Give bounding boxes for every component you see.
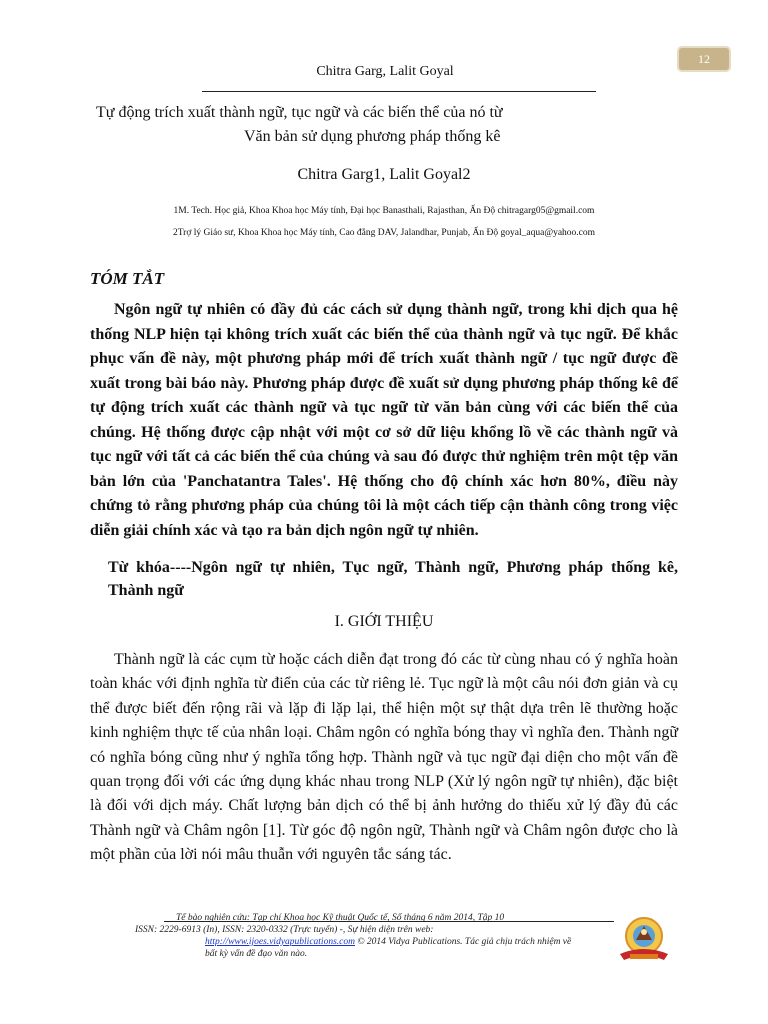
abstract-heading: TÓM TẮT — [90, 269, 165, 288]
running-head: Chitra Garg, Lalit Goyal — [316, 64, 454, 79]
vidya-publications-logo-icon — [616, 914, 672, 968]
keywords: Từ khóa----Ngôn ngữ tự nhiên, Tục ngữ, Thành ngữ, Phương pháp thống kê, Thành ngữ — [108, 559, 678, 599]
publisher-website-link[interactable]: http://www.ijoes.vidyapublications.com — [205, 937, 355, 947]
affiliation-1: 1M. Tech. Học giả, Khoa Khoa học Máy tính, Đại học Banasthali, Rajasthan, Ấn Độ chitragarg05@gmail.com — [173, 206, 595, 216]
footer-rule — [164, 921, 614, 922]
page-number: 12 — [698, 52, 710, 66]
footer-issn-line: ISSN: 2229-6913 (In), ISSN: 2320-0332 (Trực tuyến) -, Sự hiện diện trên web: — [135, 925, 434, 935]
footer-journal-line: Tế bào nghiên cứu: Tạp chí Khoa học Kỹ thuật Quốc tế, Số tháng 6 năm 2014, Tập 10 — [176, 913, 505, 923]
paper-title-line-1: Tự động trích xuất thành ngữ, tục ngữ và các biến thể của nó từ — [96, 104, 503, 121]
page-number-badge — [679, 48, 729, 70]
abstract-body: Ngôn ngữ tự nhiên có đầy đủ các cách sử dụng thành ngữ, trong khi dịch qua hệ thống NLP hiện tại không trích xuất các biến thể của thành ngữ và tục ngữ. Để khắc phục vấn đề này, một phương pháp mới để trích xuất thành ngữ / tục ngữ được đề xuất trong bài báo này. Phương pháp được đề xuất sử dụng phương pháp thống kê để tự động trích xuất các thành ngữ và tục ngữ từ văn bản cùng với các biến thể của chúng. Hệ thống được cập nhật với một cơ sở dữ liệu khổng lồ về các thành ngữ và tục ngữ với tất cả các biến thể của chúng và sau đó được thử nghiệm trên một tệp văn bản lớn của 'Panchatantra Tales'. Hệ thống cho độ chính xác hơn 80%, điều này chứng tỏ rằng phương pháp của chúng tôi là một cách tiếp cận thành công trong việc diễn giải chính xác và tạo ra bản dịch ngôn ngữ tự nhiên. — [90, 301, 678, 539]
author-list: Chitra Garg1, Lalit Goyal2 — [297, 166, 471, 183]
section-body: Thành ngữ là các cụm từ hoặc cách diễn đạt trong đó các từ cùng nhau có ý nghĩa hoàn toàn khác với định nghĩa từ điển của các từ riêng lẻ. Tục ngữ là một câu nói đơn giản và cụ thể được biết đến rộng rãi và lặp đi lặp lại, thể hiện một sự thật dựa trên lẽ thường hoặc kinh nghiệm thực tế của nhân loại. Châm ngôn có nghĩa bóng thay vì nghĩa đen. Thành ngữ có nghĩa bóng cũng như ý nghĩa tổng hợp. Thành ngữ và tục ngữ đại diện cho một vấn đề quan trọng đối với các ứng dụng khác nhau trong NLP (Xử lý ngôn ngữ tự nhiên), đặc biệt là đối với dịch máy. Chất lượng bản dịch có thể bị ảnh hưởng do thiếu xử lý đầy đủ các Thành ngữ và Châm ngôn [1]. Từ góc độ ngôn ngữ, Thành ngữ và Châm ngôn được cho là một phần của lời nói mâu thuẫn với nguyên tắc sáng tác. — [90, 651, 678, 864]
affiliation-2: 2Trợ lý Giáo sư, Khoa Khoa học Máy tính, Cao đẳng DAV, Jalandhar, Punjab, Ấn Độ goyal_aqua@yahoo.com — [172, 228, 596, 238]
header-rule — [202, 91, 596, 92]
paper-title-line-2: Văn bản sử dụng phương pháp thống kê — [244, 128, 501, 145]
footer-responsibility-line: bất kỳ vấn đề đạo văn nào. — [205, 949, 308, 959]
footer-web-line — [205, 937, 571, 948]
footer-copyright: © 2014 Vidya Publications. Tác giả chịu trách nhiệm về — [354, 937, 572, 947]
section-heading: I. GIỚI THIỆU — [334, 613, 434, 630]
